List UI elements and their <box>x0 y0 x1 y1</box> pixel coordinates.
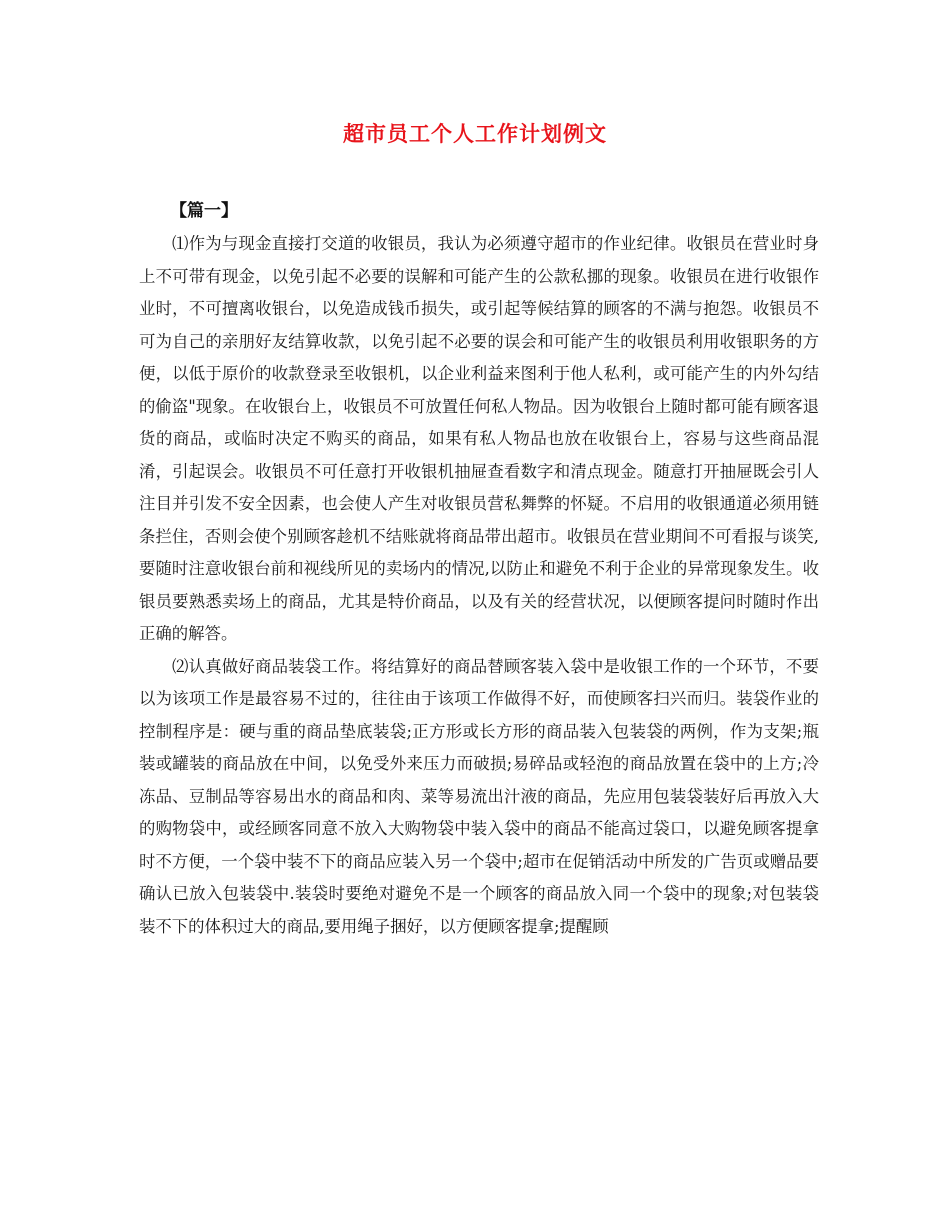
page-title: 超市员工个人工作计划例文 <box>343 121 607 146</box>
paragraph: ⑵认真做好商品装袋工作。将结算好的商品替顾客装入袋中是收银工作的一个环节，不要以为该项工作是最容易不过的，往往由于该项工作做得不好，而使顾客扫兴而归。装袋作业的控制程序是：硬与重的商品垫底装袋;正方形或长方形的商品装入包装袋的两例，作为支架;瓶装或罐装的商品放在中间，以免受外来压力而破损;易碎品或轻泡的商品放置在袋中的上方;冷冻品、豆制品等容易出水的商品和肉、菜等易流出汁液的商品，先应用包装袋装好后再放入大的购物袋中，或经顾客同意不放入大购物袋中装入袋中的商品不能高过袋口，以避免顾客提拿时不方便，一个袋中装不下的商品应装入另一个袋中;超市在促销活动中所发的广告页或赠品要确认已放入包装袋中.装袋时要绝对避免不是一个顾客的商品放入同一个袋中的现象;对包装袋装不下的体积过大的商品,要用绳子捆好，以方便顾客提拿;提醒顾 <box>139 656 819 936</box>
section-heading: 【篇一】 <box>170 201 238 221</box>
paragraph: ⑴作为与现金直接打交道的收银员，我认为必须遵守超市的作业纪律。收银员在营业时身上不可带有现金，以免引起不必要的误解和可能产生的公款私挪的现象。收银员在进行收银作业时，不可擅离收银台，以免造成钱币损失，或引起等候结算的顾客的不满与抱怨。收银员不可为自己的亲朋好友结算收款，以免引起不必要的误会和可能产生的收银员利用收银职务的方便，以低于原价的收款登录至收银机，以企业利益来图利于他人私利，或可能产生的内外勾结的偷盗"现象。在收银台上，收银员不可放置任何私人物品。因为收银台上随时都可能有顾客退货的商品，或临时决定不购买的商品，如果有私人物品也放在收银台上，容易与这些商品混淆，引起误会。收银员不可任意打开收银机抽屉查看数字和清点现金。随意打开抽屉既会引人注目并引发不安全因素，也会使人产生对收银员营私舞弊的怀疑。不启用的收银通道必须用链条拦住，否则会使个别顾客趁机不结账就将商品带出超市。收银员在营业期间不可看报与谈笑,要随时注意收银台前和视线所见的卖场内的情况,以防止和避免不利于企业的异常现象发生。收银员要熟悉卖场上的商品，尤其是特价商品，以及有关的经营状况，以便顾客提问时随时作出正确的解答。 <box>139 234 819 643</box>
body-text <box>139 228 819 943</box>
